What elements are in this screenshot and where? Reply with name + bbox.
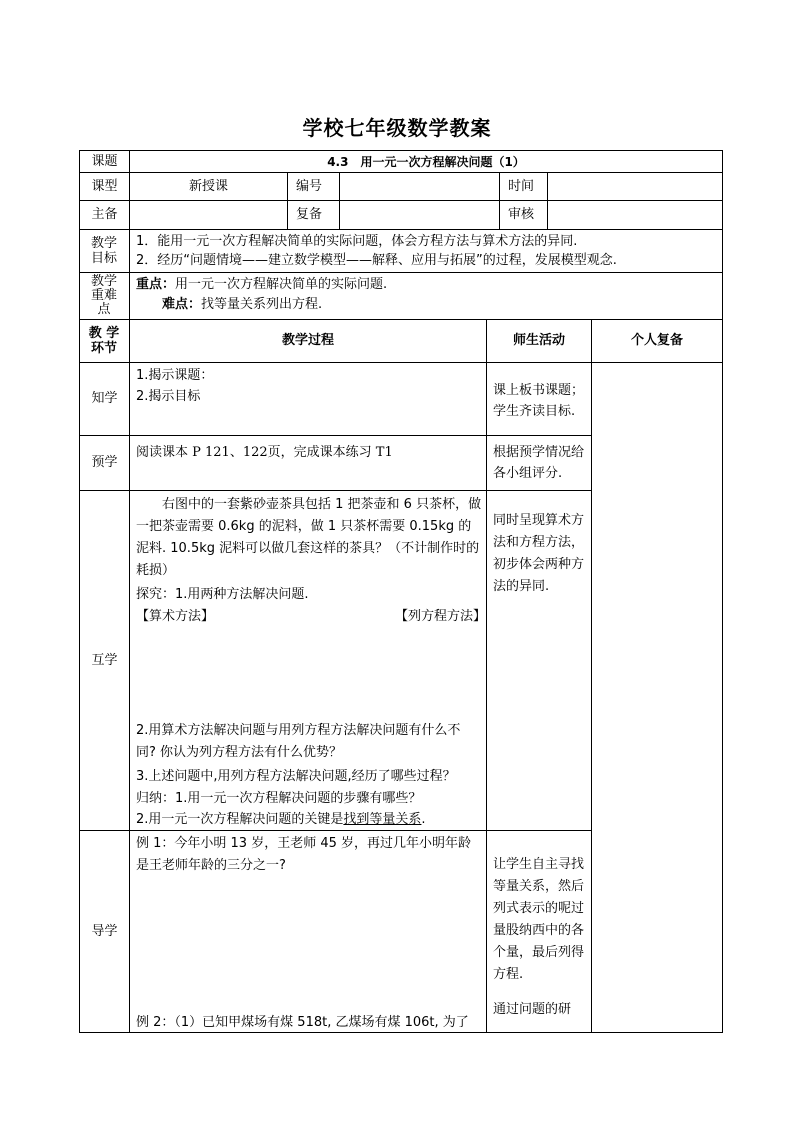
- key-text: 用一元一次方程解决简单的实际问题.: [175, 277, 388, 292]
- topic-label: 课题: [91, 153, 118, 169]
- grid-line: [499, 172, 500, 229]
- prep-label: 主备: [91, 207, 118, 222]
- review-label: 复备: [296, 207, 323, 222]
- type-label: 课型: [91, 178, 118, 194]
- huxue-problem: 右图中的一套紫砂壶茶具包括 1 把茶壶和 6 只茶杯，做一把茶壶需要 0.6kg 的泥料，做 1 只茶杯需要 0.15kg 的泥料. 10.5kg 泥料可以做几套这样的茶具？（不计制作时的耗损）: [136, 497, 482, 578]
- key-points-label: 教学重难点: [90, 274, 117, 317]
- method-arithmetic: 【算术方法】: [136, 609, 215, 624]
- summary2-suffix: .: [421, 812, 426, 827]
- type-value: 新授课: [188, 178, 228, 194]
- time-label: 时间: [508, 179, 535, 194]
- document-title: 学校七年级数学教案: [302, 116, 492, 140]
- stage-label-yuxue: 预学: [91, 455, 118, 470]
- zhixue-line: 2.揭示目标: [136, 389, 201, 404]
- grid-line: [722, 150, 723, 1033]
- difficult-label: 难点：: [162, 297, 202, 312]
- summary2-prefix: 2.用一元一次方程解决问题的关键是: [136, 812, 344, 827]
- daoxue-example1: 例 1：今年小明 13 岁，王老师 45 岁，再过几年小明年龄是王老师年龄的三分之一?: [136, 836, 472, 873]
- huxue-question3: 3.上述问题中,用列方程方法解决问题,经历了哪些过程？: [136, 769, 456, 784]
- key-label: 重点：: [136, 277, 176, 292]
- stage-header: 教 学环节: [88, 326, 120, 356]
- goals-content: [130, 230, 722, 272]
- goal-item: 1．能用一元一次方程解决简单的实际问题，体会方程方法与算术方法的异同.: [136, 234, 578, 249]
- zhixue-content: [130, 363, 486, 435]
- process-header: 教学过程: [281, 333, 334, 348]
- zhixue-line: 1.揭示课题：: [136, 368, 214, 383]
- review-value: [340, 201, 499, 229]
- activity-header: 师生活动: [512, 333, 565, 348]
- huxue-summary1: 归纳：1.用一元一次方程解决问题的步骤有哪些？: [136, 791, 422, 806]
- time-value: [548, 173, 722, 200]
- grid-line: [79, 490, 591, 491]
- goals-label: 教学目标: [90, 236, 117, 266]
- huxue-explore: 探究：1.用两种方法解决问题.: [136, 587, 309, 602]
- huxue-summary2: [136, 809, 486, 830]
- key-points-content: [130, 273, 722, 319]
- number-value: [340, 173, 499, 200]
- stage-label-daoxue: 导学: [91, 923, 118, 939]
- huxue-activity: 同时呈现算术方法和方程方法，初步体会两种方法的异同.: [493, 513, 585, 594]
- daoxue-activity2: 通过问题的研: [493, 1002, 572, 1017]
- personal-header: 个人复备: [630, 333, 683, 348]
- daoxue-activity1: 让学生自主寻找等量关系，然后列式表示的呢过量股纳西中的各个量，最后列得方程.: [493, 857, 585, 982]
- goal-item: 2．经历“问题情境——建立数学模型——解释、应用与拓展”的过程，发展模型观念.: [136, 253, 617, 268]
- grid-line: [287, 172, 288, 229]
- difficult-text: 找等量关系列出方程.: [201, 297, 323, 312]
- grid-line: [79, 435, 591, 436]
- topic-value: 4.3 用一元一次方程解决问题（1）: [327, 154, 525, 169]
- huxue-methods: [136, 606, 486, 628]
- method-equation: 【列方程方法】: [394, 609, 486, 624]
- audit-value: [548, 201, 722, 229]
- huxue-question2: 2.用算术方法解决问题与用列方程方法解决问题有什么不同? 你认为列方程方法有什么优势？: [136, 723, 461, 760]
- number-label: 编号: [296, 179, 323, 194]
- daoxue-example2: 例 2：（1）已知甲煤场有煤 518t, 乙煤场有煤 106t, 为了: [136, 1015, 469, 1030]
- prep-value: [130, 201, 287, 229]
- stage-label-huxue: 互学: [91, 652, 118, 668]
- grid-line: [591, 319, 592, 1033]
- stage-label-zhixue: 知学: [91, 391, 118, 406]
- summary2-key: 找到等量关系: [343, 812, 422, 827]
- zhixue-activity: 课上板书课题；学生齐读目标.: [493, 383, 585, 419]
- yuxue-activity: 根据预学情况给各小组评分.: [493, 445, 585, 481]
- audit-label: 审核: [508, 207, 535, 222]
- yuxue-content: 阅读课本 P 121、122页，完成课本练习 T1: [136, 445, 393, 460]
